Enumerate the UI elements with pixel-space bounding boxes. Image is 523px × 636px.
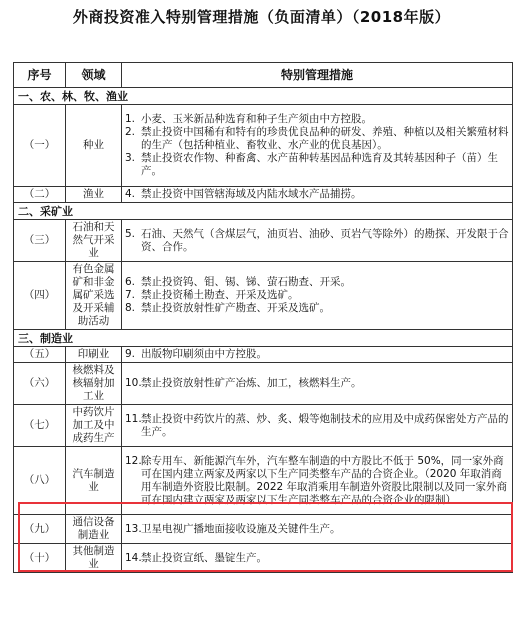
table-row: [14, 544, 513, 573]
negative-list-table: [13, 62, 513, 573]
row-field: 其他制造业: [66, 544, 122, 573]
row-field: 有色金属矿和非金属矿采选及开采辅助活动: [66, 262, 122, 330]
table-row: [14, 447, 513, 515]
measure-item: 6. 禁止投资钨、钼、锡、锑、萤石勘查、开采。: [125, 276, 351, 288]
table-row: [14, 187, 513, 203]
section-title: 二、采矿业: [14, 203, 513, 220]
row-seq: （七）: [14, 405, 66, 447]
document-title: 外商投资准入特别管理措施（负面清单）（2018年版）: [72, 8, 451, 26]
row-field: 渔业: [66, 187, 122, 203]
table-row: [14, 405, 513, 447]
row-measures: [122, 187, 513, 203]
table-row: [14, 262, 513, 330]
measure-item: 4. 禁止投资中国管辖海域及内陆水域水产品捕捞。: [125, 188, 362, 200]
row-seq: （二）: [14, 187, 66, 203]
row-measures: [122, 105, 513, 187]
measure-item: 11. 禁止投资中药饮片的蒸、炒、炙、煅等炮制技术的应用及中成药保密处方产品的生产。: [125, 412, 509, 438]
row-field: 核燃料及核辐射加工业: [66, 363, 122, 405]
row-seq: （九）: [14, 515, 66, 544]
measure-item: 2. 禁止投资中国稀有和特有的珍贵优良品种的研发、养殖、种植以及相关繁殖材料的生产（包括种植业、畜牧业、水产业的优良基因）。: [125, 126, 509, 151]
row-measures: [122, 220, 513, 262]
row-seq: （三）: [14, 220, 66, 262]
row-field: 通信设备制造业: [66, 515, 122, 544]
table-row: [14, 363, 513, 405]
table-row: [14, 220, 513, 262]
row-field: 种业: [66, 105, 122, 187]
row-seq: （四）: [14, 262, 66, 330]
row-field: 汽车制造业: [66, 447, 122, 515]
row-field: 石油和天然气开采业: [66, 220, 122, 262]
section-row: [14, 203, 513, 220]
table-row: [14, 515, 513, 544]
section-row: [14, 88, 513, 105]
measure-item: 14. 禁止投资宣纸、墨锭生产。: [125, 551, 267, 564]
row-seq: （六）: [14, 363, 66, 405]
header-seq: 序号: [14, 63, 66, 88]
row-measures: [122, 405, 513, 447]
row-seq: （五）: [14, 347, 66, 363]
row-seq: （十）: [14, 544, 66, 573]
measure-item: 12. 除专用车、新能源汽车外，汽车整车制造的中方股比不低于 50%，同一家外商可在国内建立两家及两家以下生产同类整车产品的合资企业。（2020 年取消商用车制造外资股比限制。2022 年取消乘用车制造外资股比限制以及同一家外商可在国内建立两家及两家以下生产同类整车产品的合资企业的限制）: [125, 454, 508, 506]
measure-item: 7. 禁止投资稀土勘查、开采及选矿。: [125, 289, 299, 301]
table-row: [14, 105, 513, 187]
measure-item: 1. 小麦、玉米新品种选育和种子生产须由中方控股。: [125, 113, 372, 125]
measure-item: 13. 卫星电视广播地面接收设施及关键件生产。: [125, 522, 341, 535]
row-field: 印刷业: [66, 347, 122, 363]
row-measures: [122, 515, 513, 544]
row-field: 中药饮片加工及中成药生产: [66, 405, 122, 447]
row-measures: [122, 544, 513, 573]
section-title: 一、农、林、牧、渔业: [14, 88, 513, 105]
section-title: 三、制造业: [14, 330, 513, 347]
measure-item: 5. 石油、天然气（含煤层气，油页岩、油砂、页岩气等除外）的勘探、开发限于合资、合作。: [125, 227, 509, 253]
row-measures: [122, 347, 513, 363]
table-header-row: [14, 63, 513, 88]
row-seq: （八）: [14, 447, 66, 515]
header-measures: 特别管理措施: [122, 63, 513, 88]
measure-item: 3. 禁止投资农作物、种畜禽、水产苗种转基因品种选育及其转基因种子（苗）生产。: [125, 152, 498, 177]
row-measures: [122, 363, 513, 405]
measure-item: 9. 出版物印刷须由中方控股。: [125, 348, 267, 360]
section-row: [14, 330, 513, 347]
measure-item: 8. 禁止投资放射性矿产勘查、开采及选矿。: [125, 302, 330, 314]
row-measures: [122, 262, 513, 330]
row-measures: [122, 447, 513, 515]
header-field: 领域: [66, 63, 122, 88]
measure-item: 10. 禁止投资放射性矿产冶炼、加工，核燃料生产。: [125, 377, 362, 389]
table-row: [14, 347, 513, 363]
row-seq: （一）: [14, 105, 66, 187]
